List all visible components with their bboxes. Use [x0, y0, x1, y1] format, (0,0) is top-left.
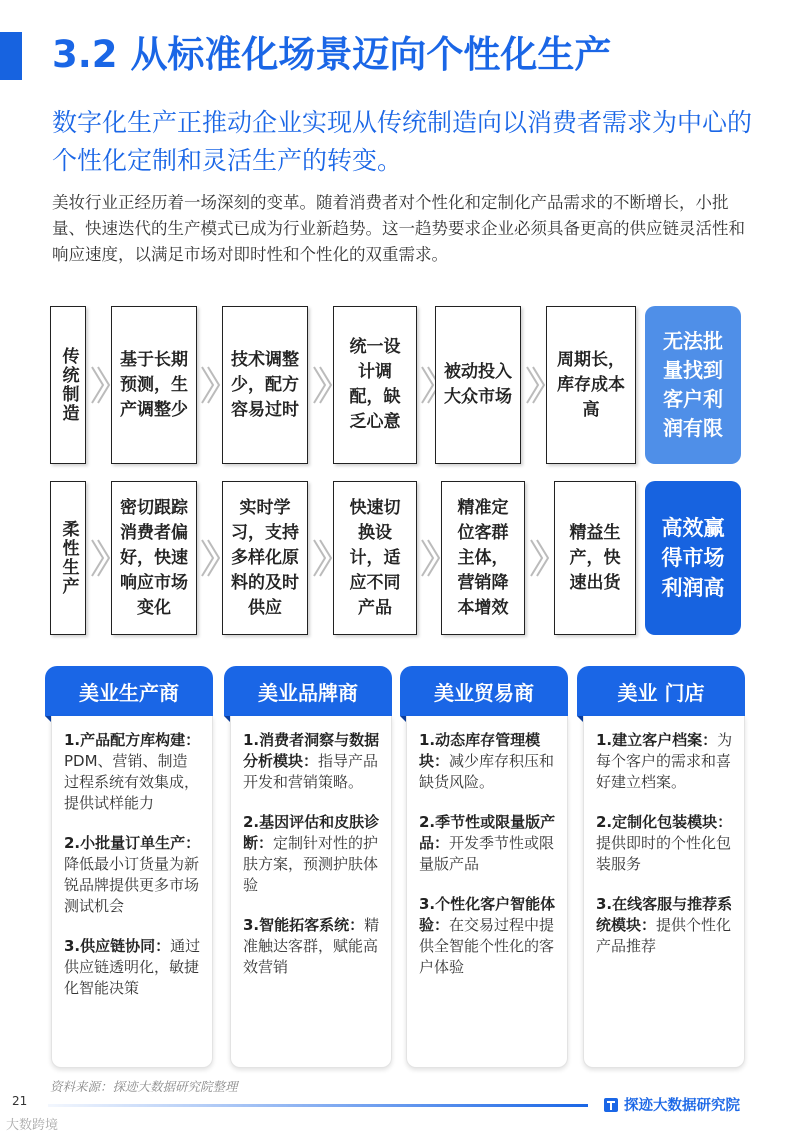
- flexible-step: 密切跟踪消费者偏好，快速响应市场变化: [111, 481, 197, 635]
- page-number: 21: [12, 1094, 28, 1108]
- brand-footer: [604, 1094, 740, 1115]
- traditional-step: 被动投入大众市场: [435, 306, 521, 464]
- card-title: 美业贸易商: [400, 666, 568, 716]
- chevron-right-icon: [199, 538, 221, 578]
- card-trader: [400, 666, 568, 1068]
- card-item: 3.智能拓客系统：精准触达客群，赋能高效营销: [243, 916, 380, 976]
- flexible-step: 实时学习，支持多样化原料的及时供应: [222, 481, 308, 635]
- brand-name: 探迹大数据研究院: [624, 1098, 740, 1114]
- card-item: 1.产品配方库构建：PDM、营销、制造过程系统有效集成，提供试样能力: [64, 731, 201, 812]
- traditional-step: 技术调整少，配方容易过时: [222, 306, 308, 464]
- card-item: 3.个性化客户智能体验：在交易过程中提供全智能个性化的客户体验: [419, 895, 556, 976]
- card-item: 1.建立客户档案：为每个客户的需求和喜好建立档案。: [596, 731, 733, 791]
- card-title: 美业生产商: [45, 666, 213, 716]
- traditional-step: 周期长，库存成本高: [546, 306, 636, 464]
- traditional-step: 统一设计调配，缺乏心意: [333, 306, 417, 464]
- watermark: 大数跨境: [6, 1118, 59, 1133]
- traditional-step: 基于长期预测，生产调整少: [111, 306, 197, 464]
- card-item: 2.季节性或限量版产品：开发季节性或限量版产品: [419, 813, 556, 873]
- source-note: 资料来源：探迹大数据研究院整理: [50, 1079, 238, 1094]
- chevron-right-icon: [311, 365, 333, 405]
- card-title: 美业品牌商: [224, 666, 392, 716]
- page-title: 3.2 从标准化场景迈向个性化生产: [52, 33, 612, 76]
- chevron-right-icon: [199, 365, 221, 405]
- chevron-right-icon: [528, 538, 550, 578]
- card-item: 2.小批量订单生产：降低最小订货量为新锐品牌提供更多市场测试机会: [64, 834, 201, 915]
- brand-logo-icon: [604, 1098, 618, 1112]
- intro-paragraph: 美妆行业正经历着一场深刻的变革。随着消费者对个性化和定制化产品需求的不断增长，小批量、快速迭代的生产模式已成为行业新趋势。这一趋势要求企业必须具备更高的供应链灵活性和响应速度，以满足市场对即时性和个性化的双重需求。: [52, 193, 745, 264]
- card-body: [230, 716, 392, 1068]
- title-accent-bar: [0, 32, 22, 80]
- card-item: 1.动态库存管理模块：减少库存积压和缺货风险。: [419, 731, 555, 791]
- card-store: [577, 666, 745, 1068]
- chevron-right-icon: [89, 365, 111, 405]
- flexible-step: 精准定位客群主体，营销降本增效: [441, 481, 525, 635]
- card-title: 美业 门店: [577, 666, 745, 716]
- chevron-right-icon: [419, 538, 441, 578]
- card-body: [583, 716, 745, 1068]
- card-manufacturer: [45, 666, 213, 1068]
- flexible-step: 精益生产，快速出货: [554, 481, 636, 635]
- card-body: [51, 716, 213, 1068]
- flexible-step: 快速切换设计，适应不同产品: [333, 481, 417, 635]
- card-item: 3.供应链协同：通过供应链透明化，敏捷化智能决策: [64, 937, 201, 997]
- card-body: [406, 716, 568, 1068]
- flexible-result: 高效赢得市场利润高: [645, 481, 741, 635]
- card-item: 2.定制化包装模块：提供即时的个性化包装服务: [596, 813, 733, 873]
- flexible-label: 柔性生产: [50, 481, 86, 635]
- card-brand: [224, 666, 392, 1068]
- chevron-right-icon: [524, 365, 546, 405]
- traditional-result: 无法批量找到客户利润有限: [645, 306, 741, 464]
- card-item: 3.在线客服与推荐系统模块：提供个性化产品推荐: [596, 895, 733, 955]
- chevron-right-icon: [311, 538, 333, 578]
- card-item: 1.消费者洞察与数据分析模块：指导产品开发和营销策略。: [243, 731, 380, 791]
- traditional-label: 传统制造: [50, 306, 86, 464]
- footer-divider: [48, 1104, 588, 1107]
- chevron-right-icon: [89, 538, 111, 578]
- card-item: 2.基因评估和皮肤诊断：定制针对性的护肤方案，预测护肤体验: [243, 813, 380, 894]
- page-subtitle: 数字化生产正推动企业实现从传统制造向以消费者需求为中心的个性化定制和灵活生产的转变。: [52, 108, 753, 175]
